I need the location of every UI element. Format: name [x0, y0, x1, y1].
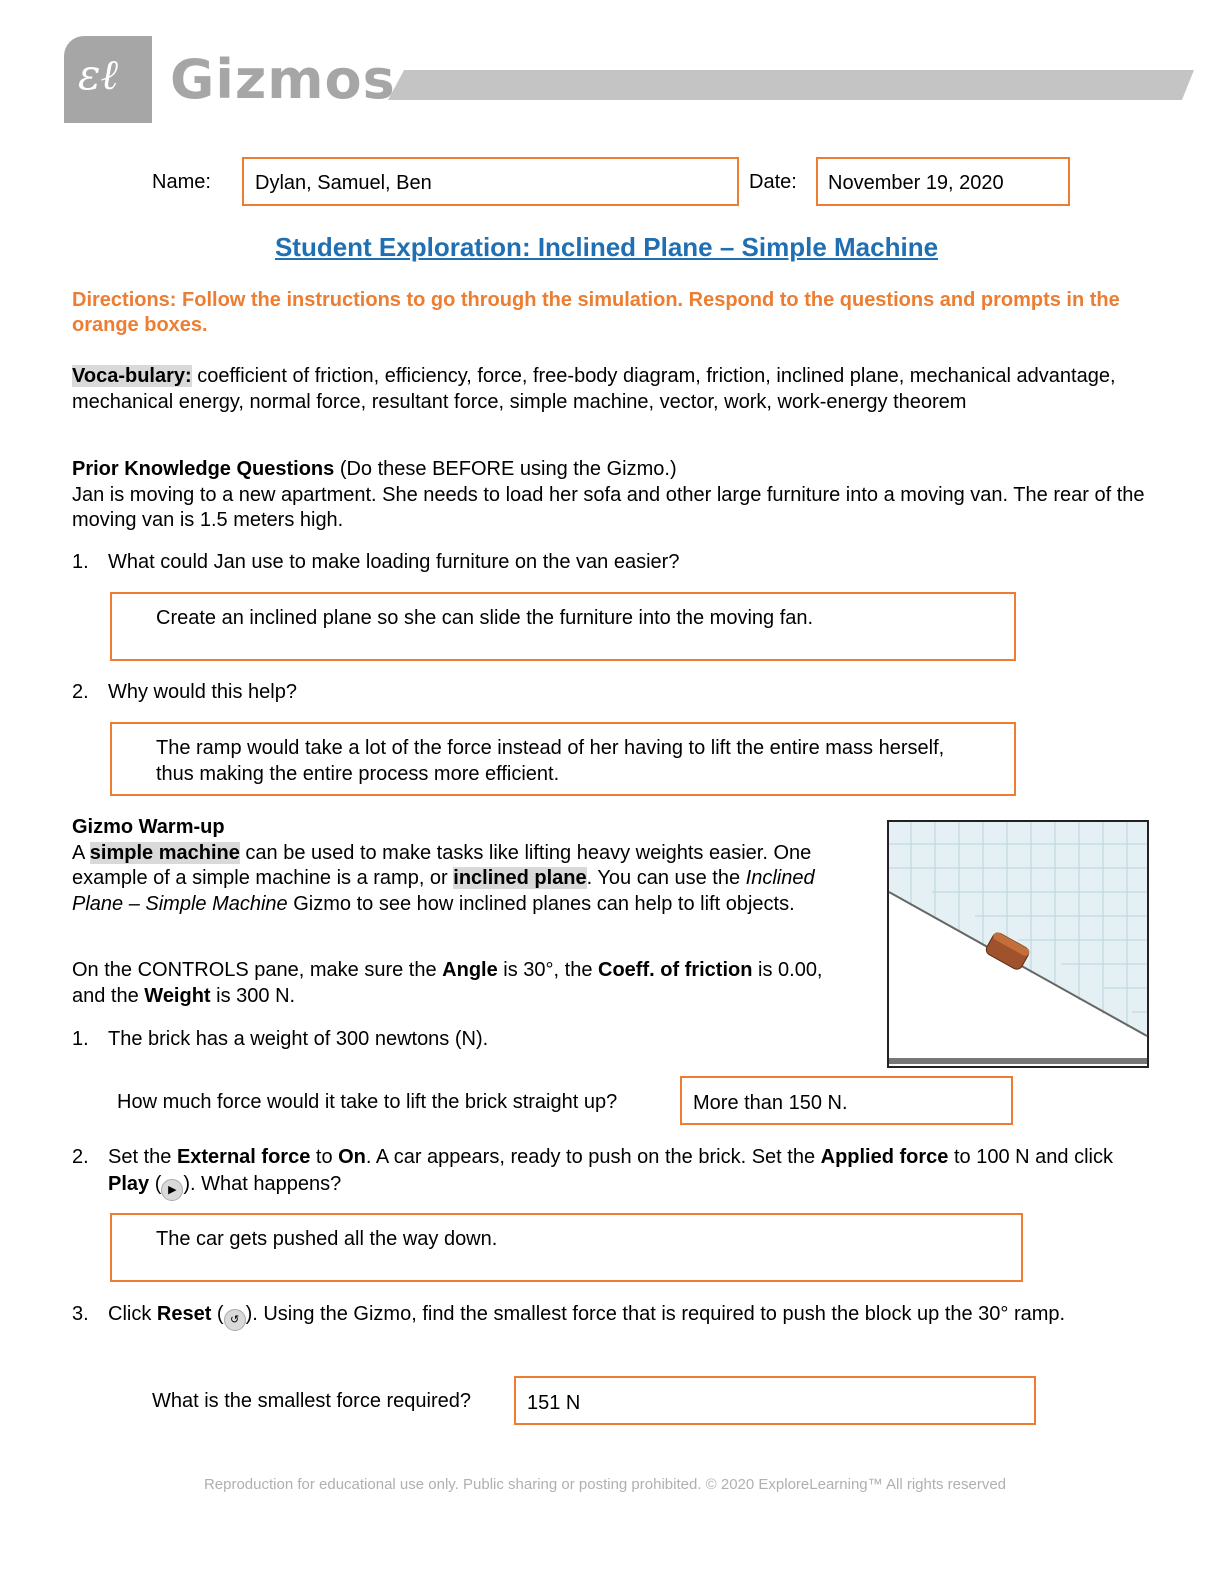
prior-answer-2-box[interactable] [110, 722, 1016, 796]
directions: Directions: Follow the instructions to go through the simulation. Respond to the questions and prompts in the orange boxes. [72, 289, 1120, 336]
warmup-heading: Gizmo Warm-up [72, 816, 225, 838]
warmup-answer-2: The car gets pushed all the way down. [156, 1228, 498, 1250]
date-label: Date: [749, 171, 797, 193]
warmup-answer-1: More than 150 N. [693, 1092, 848, 1114]
vocabulary [72, 364, 1132, 415]
term-simple-machine: simple machine [89, 841, 240, 864]
prior-answer-1: Create an inclined plane so she can slide the furniture into the moving fan. [156, 607, 814, 629]
date-field[interactable] [816, 157, 1070, 206]
warmup-answer-2-box[interactable] [110, 1213, 1023, 1282]
name-field[interactable] [242, 157, 739, 206]
warmup-answer-1-box[interactable] [680, 1076, 1013, 1125]
warmup-answer-3-box[interactable] [514, 1376, 1036, 1425]
gizmos-logo-mark: ɛℓ [64, 36, 152, 123]
vocabulary-label: Voca-bulary: [72, 365, 192, 387]
term-inclined-plane: inclined plane [453, 867, 587, 889]
prior-heading-note: (Do these BEFORE using the Gizmo.) [334, 458, 677, 480]
gizmos-brand: Gizmos [170, 48, 396, 111]
header-bar [388, 70, 1194, 100]
controls-paragraph: On the CONTROLS pane, make sure the Angle is 30°, the Coeff. of friction is 0.00, and the Weight is 300 N. [72, 959, 823, 1007]
warmup-question-3: 3. Click Reset ( ↺ ). Using the Gizmo, find the smallest force that is required to push the block up the 30° ramp. [72, 1302, 1132, 1331]
warmup-question-3-prompt: What is the smallest force required? [152, 1390, 472, 1412]
warmup-paragraph: Gizmo Warm-up A simple machine can be used to make tasks like lifting heavy weights easier. One example of a simple machine is a ramp, or inclined plane. You can use the Inclined Plane – Simple Machine Gizmo to see how inclined planes can help to lift objects. [72, 816, 815, 915]
warmup-question-1: 1. The brick has a weight of 300 newtons (N). [72, 1028, 489, 1050]
reset-icon: ↺ [224, 1309, 246, 1331]
warmup-question-1-prompt: How much force would it take to lift the brick straight up? [117, 1091, 618, 1113]
prior-intro: Jan is moving to a new apartment. She needs to load her sofa and other large furniture into a moving van. The rear of the moving van is 1.5 meters high. [72, 483, 1145, 531]
prior-answer-1-box[interactable] [110, 592, 1016, 661]
page-title: Student Exploration: Inclined Plane – Simple Machine [274, 232, 939, 262]
name-label: Name: [152, 171, 211, 193]
vocabulary-text: coefficient of friction, efficiency, force, free-body diagram, friction, inclined plane, mechanical advantage, mechanical energy, normal force, resultant force, simple machine, vector, work, work-energy theorem [72, 365, 1116, 413]
inclined-plane-illustration [887, 820, 1151, 1070]
warmup-question-2: 2. Set the External force to On. A car appears, ready to push on the brick. Set the Applied force to 100 N and click Play ( ▶ ). What happens? [72, 1144, 1132, 1201]
prior-question-2: 2. Why would this help? [72, 681, 297, 703]
prior-answer-2: The ramp would take a lot of the force instead of her having to lift the entire mass herself, thus making the entire process more efficient. [156, 737, 945, 785]
date-value: November 19, 2020 [828, 172, 1004, 194]
prior-heading: Prior Knowledge Questions [72, 458, 335, 480]
play-icon: ▶ [161, 1179, 183, 1201]
prior-knowledge [72, 457, 1152, 534]
footer: Reproduction for educational use only. Public sharing or posting prohibited. © 2020 ExploreLearning™ All rights reserved [203, 1476, 1007, 1493]
ground [889, 1058, 1147, 1064]
name-value: Dylan, Samuel, Ben [255, 172, 432, 194]
prior-question-1: 1. What could Jan use to make loading furniture on the van easier? [72, 551, 680, 573]
warmup-answer-3: 151 N [527, 1392, 581, 1414]
